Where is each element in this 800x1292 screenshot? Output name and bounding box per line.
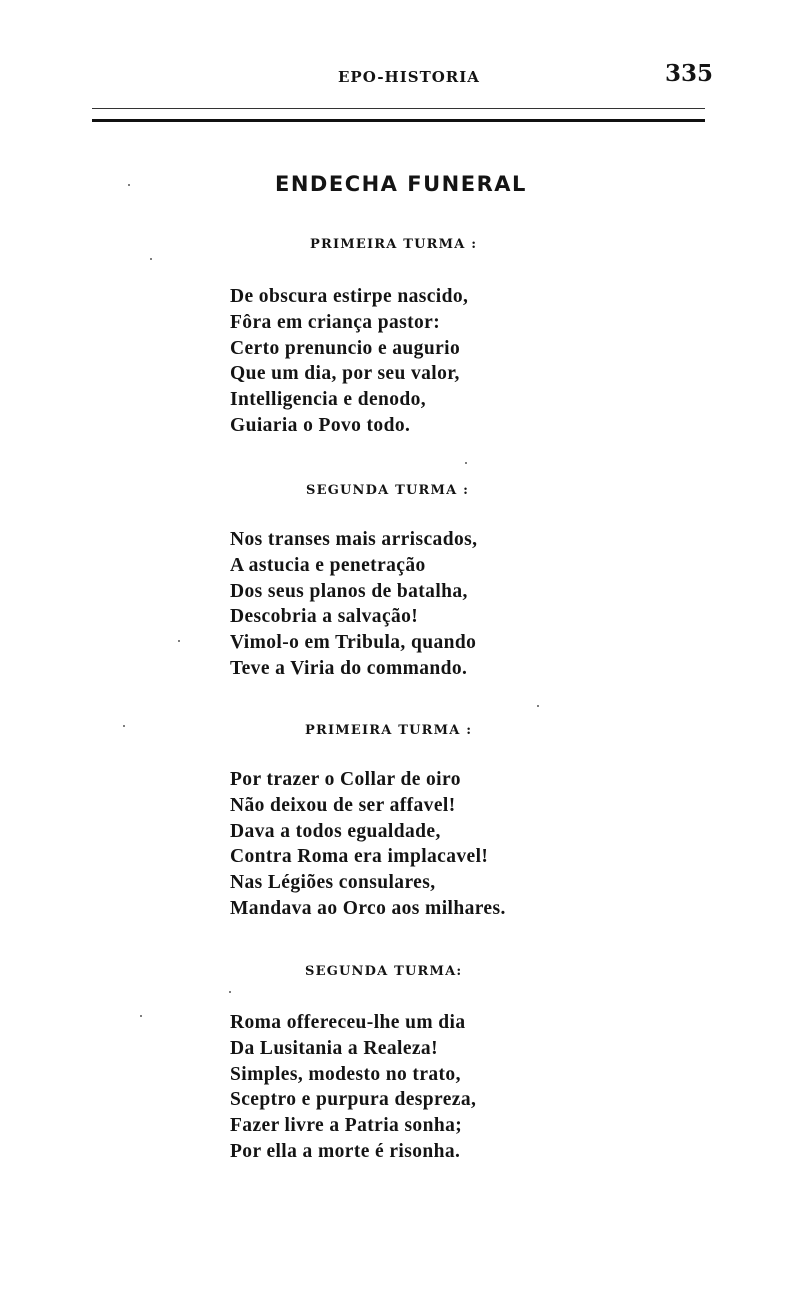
verse-line: Intelligencia e denodo, [230,389,427,411]
stanza [230,527,477,682]
verse-line: Dos seus planos de batalha, [230,580,468,602]
verse-line: Roma offereceu-lhe um dia [230,1012,466,1033]
verse-line: Não deixou de ser affavel! [230,794,456,816]
page-number: 335 [665,60,714,87]
scan-speck [150,258,152,260]
verse-line: De obscura estirpe nascido, [230,286,469,307]
verse-line: Mandava ao Orco aos milhares. [230,897,506,919]
verse-line: Que um dia, por seu valor, [230,363,460,385]
verse-line: Por trazer o Collar de oiro [230,769,461,790]
header-rule-thin [92,108,705,109]
speaker-label: PRIMEIRA TURMA : [305,723,473,738]
poem-title: ENDECHA FUNERAL [275,172,527,196]
verse-line: Fazer livre a Patria sonha; [230,1115,463,1137]
verse-line: Nos transes mais arriscados, [230,529,478,550]
header-rule-thick [92,119,705,122]
verse-line: Guiaria o Povo todo. [230,414,411,436]
verse-line: Teve a Viria do commando. [230,657,468,679]
verse-line: Simples, modesto no trato, [230,1063,461,1085]
verse-line: Fôra em criança pastor: [230,311,441,333]
verse-line: Por ella a morte é risonha. [230,1140,461,1162]
verse-line: Dava a todos egualdade, [230,820,441,842]
verse-line: Descobria a salvação! [230,606,419,628]
scan-speck [140,1015,142,1017]
scan-speck [128,184,130,186]
verse-line: Da Lusitania a Realeza! [230,1037,438,1059]
scan-speck [465,462,467,464]
verse-line: A astucia e penetração [230,554,426,576]
running-head: EPO-HISTORIA [338,68,480,86]
scan-speck [537,705,539,707]
scan-speck [229,991,231,993]
speaker-label: SEGUNDA TURMA : [306,483,470,498]
stanza [230,767,506,922]
verse-line: Certo prenuncio e augurio [230,337,461,359]
stanza [230,1010,476,1165]
stanza [230,284,468,439]
speaker-label: PRIMEIRA TURMA : [310,237,478,252]
scan-speck [178,640,180,642]
verse-line: Sceptro e purpura despreza, [230,1089,477,1111]
verse-line: Contra Roma era implacavel! [230,846,489,868]
speaker-label: SEGUNDA TURMA: [305,964,463,979]
verse-line: Nas Légiões consulares, [230,872,436,894]
scan-speck [123,725,125,727]
verse-line: Vimol-o em Tribula, quando [230,632,477,654]
